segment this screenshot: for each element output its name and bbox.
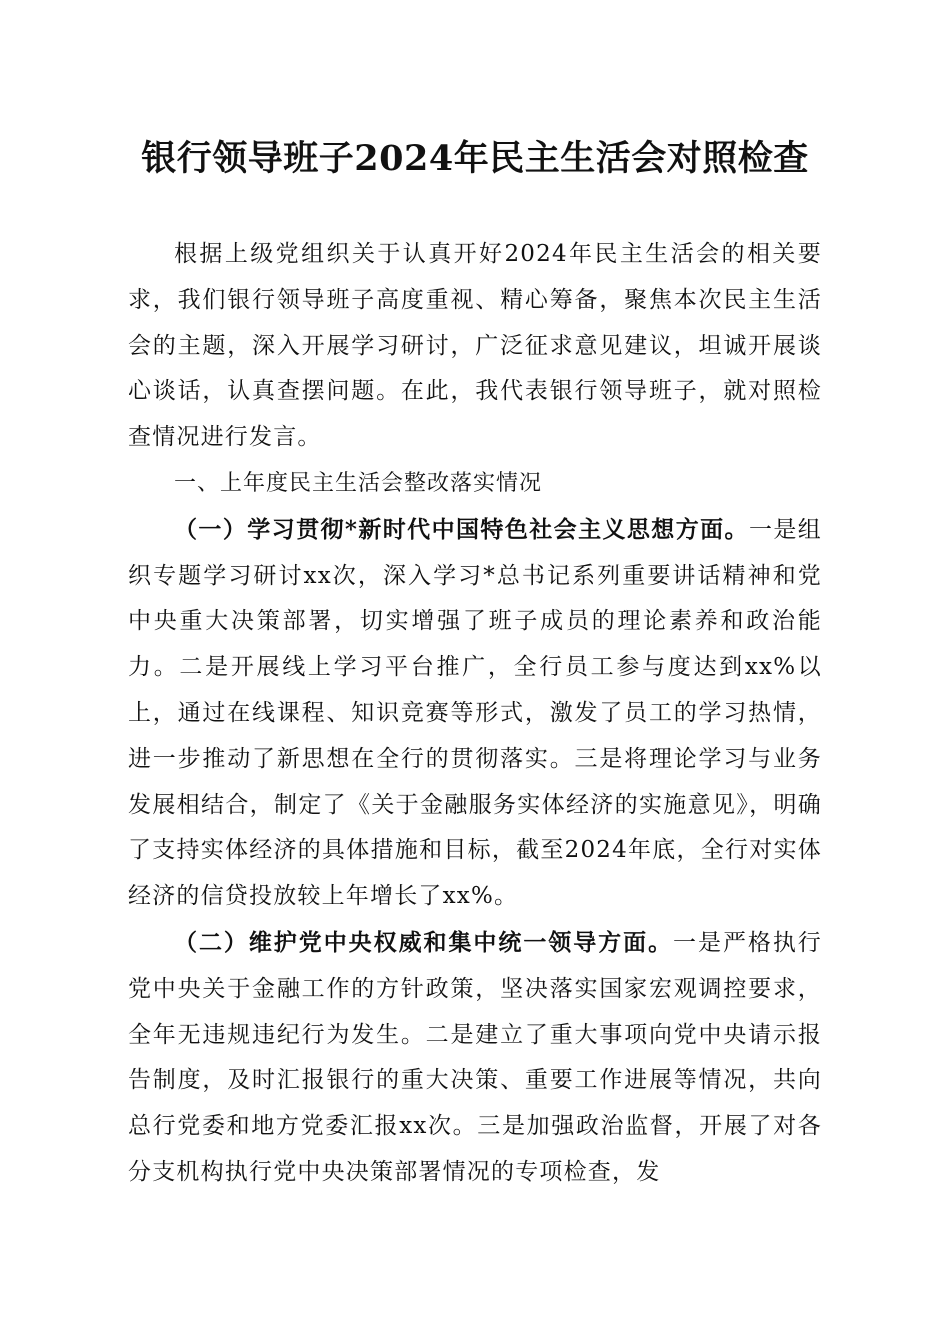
subsection-2-text: 一是严格执行党中央关于金融工作的方针政策，坚决落实国家宏观调控要求，全年无违规违纪行为发生。二是建立了重大事项向党中央请示报告制度，及时汇报银行的重大决策、重要工作进展等情况，共向总行党委和地方党委汇报xx次。三是加强政治监督，开展了对各分支机构执行党中央决策部署情况的专项检查，发 — [128, 929, 823, 1185]
subsection-2-title: （二）维护党中央权威和集中统一领导方面。 — [174, 928, 674, 956]
document-body — [128, 232, 822, 1196]
section-heading: 一、上年度民主生活会整改落实情况 — [174, 470, 543, 496]
document-title: 银行领导班子2024年民主生活会对照检查 — [141, 138, 809, 179]
subsection-1-paragraph — [128, 507, 822, 920]
subsection-1-title: （一）学习贯彻*新时代中国特色社会主义思想方面。 — [174, 515, 749, 543]
subsection-1-text: 一是组织专题学习研讨xx次，深入学习*总书记系列重要讲话精神和党中央重大决策部署，切实增强了班子成员的理论素养和政治能力。二是开展线上学习平台推广，全行员工参与度达到xx%以上，通过在线课程、知识竞赛等形式，激发了员工的学习热情，进一步推动了新思想在全行的贯彻落实。三是将理论学习与业务发展相结合，制定了《关于金融服务实体经济的实施意见》，明确了支持实体经济的具体措施和目标，截至2024年底，全行对实体经济的信贷投放较上年增长了xx%。 — [128, 516, 822, 910]
intro-paragraph: 根据上级党组织关于认真开好2024年民主生活会的相关要求，我们银行领导班子高度重视、精心筹备，聚焦本次民主生活会的主题，深入开展学习研讨，广泛征求意见建议，坦诚开展谈心谈话，认真查摆问题。在此，我代表银行领导班子，就对照检查情况进行发言。 — [128, 241, 822, 451]
subsection-2-paragraph — [128, 920, 822, 1196]
